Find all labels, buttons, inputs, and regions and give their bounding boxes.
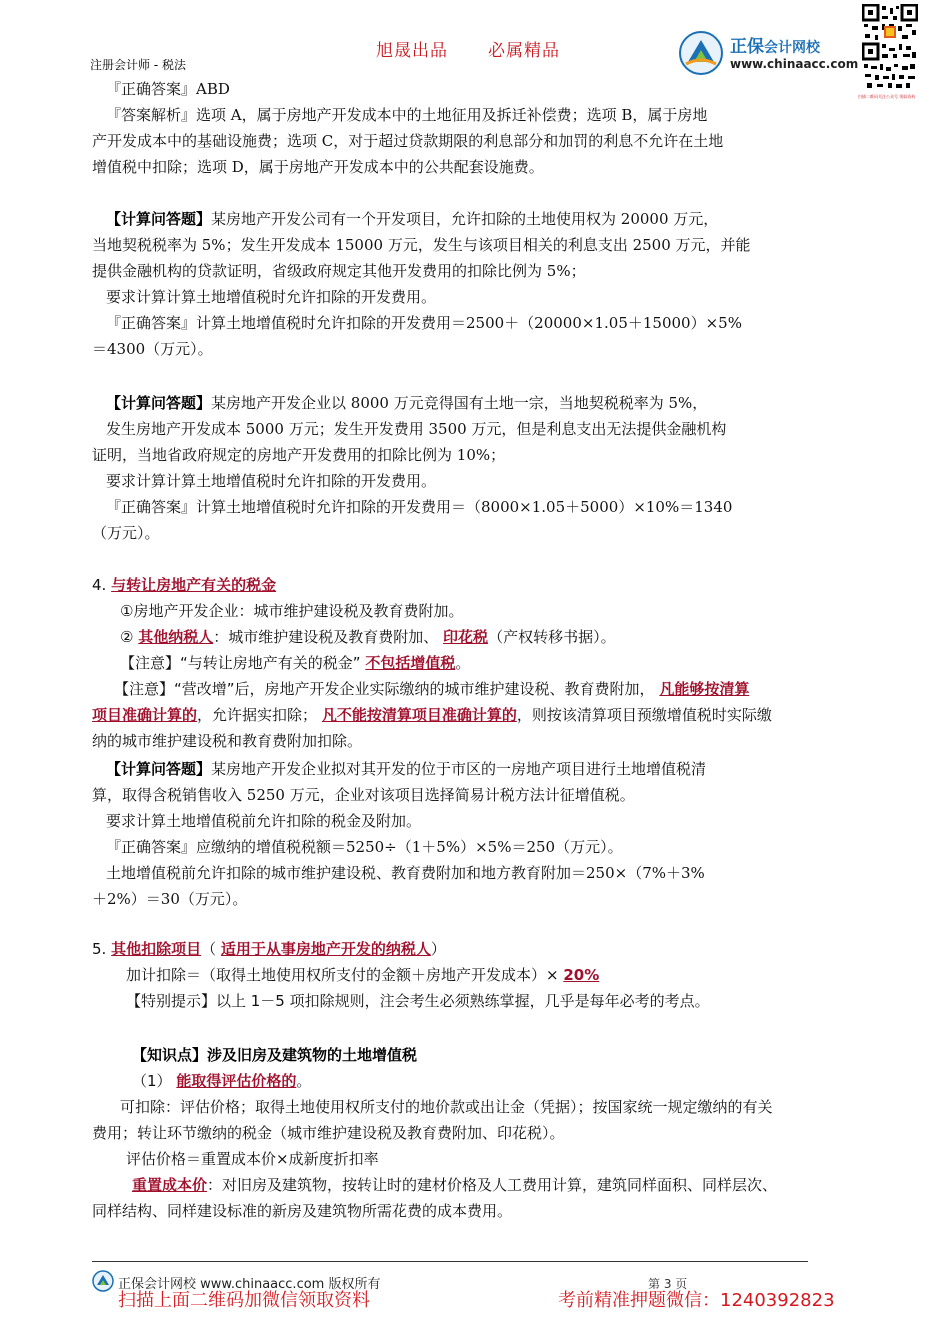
question-3-answer: 『正确答案』应缴纳的增值税税额＝5250÷（1＋5%）×5%＝250（万元）。 [106,838,623,856]
knowledge-line: 可扣除：评估价格；取得土地使用权所支付的地价款或出让金（凭据）；按国家统一规定缴纳的有关 [120,1098,773,1116]
question-3-answer: ＋2%）＝30（万元）。 [92,890,248,908]
section-4-heading: 4. 与转让房地产有关的税金 [92,576,277,594]
footer-logo-icon [92,1270,114,1292]
question-2-answer: （万元）。 [92,524,160,542]
knowledge-line: 评估价格＝重置成本价×成新度折扣率 [126,1150,379,1168]
section-4-note: 【注意】“营改增”后，房地产开发企业实际缴纳的城市维护建设税、教育费附加， 凡能够按清算 [114,680,750,698]
slogan-right: 必属精品 [488,41,560,61]
qr-note: 扫描二维码关注公众号 领取资料 [858,94,916,99]
page-number: 第 3 页 [648,1277,688,1291]
question-2-line: 证明，当地省政府规定的房地产开发费用的扣除比例为 10%； [92,446,506,464]
knowledge-line: 费用；转让环节缴纳的税金（城市维护建设税及教育费附加、印花税）。 [92,1124,565,1142]
section-4-item: ①房地产开发企业：城市维护建设税及教育费附加。 [120,602,464,620]
question-2-line: 要求计算计算土地增值税时允许扣除的开发费用。 [106,472,437,490]
question-2-line: 发生房地产开发成本 5000 万元；发生开发费用 3500 万元，但是利息支出无法提供金融机构 [106,420,727,438]
qr-code-icon[interactable] [862,4,918,90]
knowledge-point-title: 【知识点】涉及旧房及建筑物的土地增值税 [132,1046,418,1064]
question-1-answer: 『正确答案』计算土地增值税时允许扣除的开发费用＝2500＋（20000×1.05＋15000）×5% [106,314,742,332]
section-4-item: ② 其他纳税人：城市维护建设税及教育费附加、 印花税（产权转移书据）。 [120,628,616,646]
section-5-formula: 加计扣除＝（取得土地使用权所支付的金额＋房地产开发成本）× 20% [126,966,600,984]
question-2-answer: 『正确答案』计算土地增值税时允许扣除的开发费用＝（8000×1.05＋5000）×10%＝1340 [106,498,733,516]
question-3-line: 要求计算土地增值税前允许扣除的税金及附加。 [106,812,422,830]
question-1-line: 【计算问答题】某房地产开发公司有一个开发项目，允许扣除的土地使用权为 20000 万元， [106,210,719,228]
question-label: 【计算问答题】 [106,210,212,228]
footer-copyright: 正保会计网校 www.chinaacc.com 版权所有 [118,1277,381,1292]
slogan-left: 旭晟出品 [376,41,448,61]
knowledge-line: 同样结构、同样建设标准的新房及建筑物所需花费的成本费用。 [92,1202,513,1220]
question-1-answer: ＝4300（万元）。 [92,340,213,358]
footer-notice-right: 考前精准押题微信：1240392823 [558,1290,835,1311]
brand-name: 正保会计网校 [730,37,820,57]
course-title: 注册会计师 - 税法 [90,58,186,72]
section-5-heading: 5. 其他扣除项目（ 适用于从事房地产开发的纳税人） [92,940,446,958]
brand-logo[interactable] [678,28,858,78]
question-3-line: 算，取得含税销售收入 5250 万元，企业对该项目选择简易计税方法计征增值税。 [92,786,635,804]
explanation-line: 产开发成本中的基础设施费；选项 C，对于超过贷款期限的利息部分和加罚的利息不允许在土地 [92,132,724,150]
explanation-line: 『答案解析』选项 A，属于房地产开发成本中的土地征用及拆迁补偿费；选项 B，属于房地 [106,106,708,124]
knowledge-line: 重置成本价：对旧房及建筑物，按转让时的建材价格及人工费用计算，建筑同样面积、同样层次、 [132,1176,778,1194]
section-4-note: 【注意】“与转让房地产有关的税金” 不包括增值税。 [120,654,471,672]
section-4-title: 与转让房地产有关的税金 [111,576,277,594]
knowledge-item: （1） 能取得评估价格的。 [132,1072,312,1090]
brand-url: www.chinaacc.com [730,57,859,71]
question-label: 【计算问答题】 [106,394,212,412]
section-4-note: 纳的城市维护建设税和教育费附加扣除。 [92,732,363,750]
question-label: 【计算问答题】 [106,760,212,778]
section-4-note: 项目准确计算的，允许据实扣除； 凡不能按清算项目准确计算的，则按该清算项目预缴增值税时实际缴 [92,706,772,724]
header-slogan [376,36,600,61]
question-1-line: 提供金融机构的贷款证明，省级政府规定其他开发费用的扣除比例为 5%； [92,262,586,280]
footer-notice-left: 扫描上面二维码加微信领取资料 [118,1290,370,1311]
footer-divider [92,1261,808,1262]
question-3-answer: 土地增值税前允许扣除的城市维护建设税、教育费附加和地方教育附加＝250×（7%＋3% [106,864,705,882]
question-1-line: 要求计算计算土地增值税时允许扣除的开发费用。 [106,288,437,306]
answer-line: 『正确答案』ABD [106,80,230,98]
question-2-line: 【计算问答题】某房地产开发企业以 8000 万元竞得国有土地一宗，当地契税税率为 5%， [106,394,708,412]
explanation-line: 增值税中扣除；选项 D，属于房地产开发成本中的公共配套设施费。 [92,158,544,176]
special-tip: 【特别提示】以上 1－5 项扣除规则，注会考生必须熟练掌握，几乎是每年必考的考点。 [126,992,710,1010]
brand-logo-icon [678,30,724,76]
question-3-line: 【计算问答题】某房地产开发企业拟对其开发的位于市区的一房地产项目进行土地增值税清 [106,760,707,778]
question-1-line: 当地契税税率为 5%；发生开发成本 15000 万元，发生与该项目相关的利息支出 2500 万元，并能 [92,236,751,254]
section-5-title: 其他扣除项目 [111,940,202,958]
